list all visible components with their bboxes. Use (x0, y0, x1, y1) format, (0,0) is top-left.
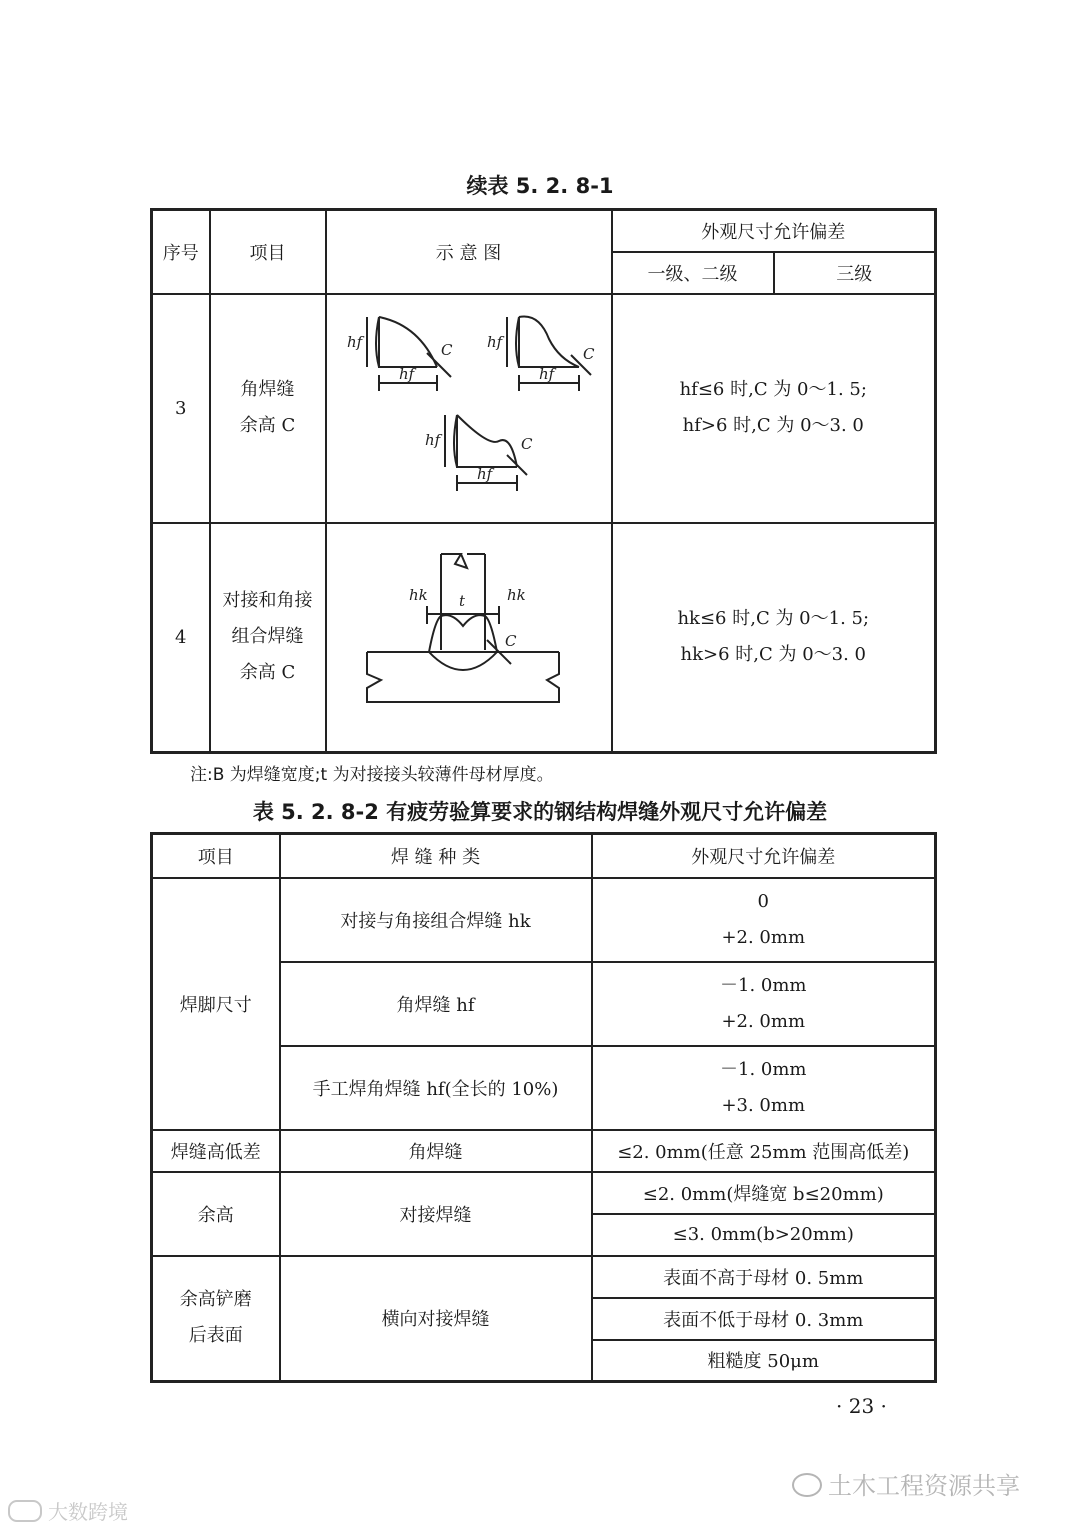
leg-type-2: 角焊缝 hf (280, 962, 592, 1046)
table-note: 注:B 为焊缝宽度;t 为对接接头较薄件母材厚度。 (190, 765, 554, 785)
t2-header-item: 项目 (152, 834, 280, 878)
leg-type-3: 手工焊角焊缝 hf(全长的 10%) (280, 1046, 592, 1130)
ground-tol-1: 表面不高于母材 0. 5mm (592, 1256, 936, 1298)
ground-tol-3: 粗糙度 50μm (592, 1340, 936, 1382)
table1-row-4 (152, 523, 936, 753)
label-hf-5: hf (424, 430, 440, 449)
reinforcement-label: 余高 (152, 1172, 280, 1256)
ground-label: 余高铲磨 后表面 (152, 1256, 280, 1382)
height-diff-tol: ≤2. 0mm(任意 25mm 范围高低差) (592, 1130, 936, 1172)
header-grade3: 三级 (774, 252, 936, 294)
table-row (152, 1130, 936, 1172)
label-c-2: C (582, 344, 594, 363)
leg-tol-1: 0 +2. 0mm (592, 878, 936, 962)
row4-tolerance: hk≤6 时,C 为 0～1. 5; hk>6 时,C 为 0～3. 0 (612, 523, 936, 753)
ground-tol-2: 表面不低于母材 0. 3mm (592, 1298, 936, 1340)
leg-size-label: 焊脚尺寸 (152, 878, 280, 1130)
reinforcement-tol-2: ≤3. 0mm(b>20mm) (592, 1214, 936, 1256)
watermark-right: 土木工程资源共享 (792, 1466, 1020, 1501)
row4-diagram (326, 523, 612, 753)
table1-caption: 续表 5. 2. 8-1 (466, 174, 614, 198)
height-diff-type: 角焊缝 (280, 1130, 592, 1172)
table-5-2-8-1 (150, 208, 937, 754)
table-row (152, 1256, 936, 1298)
reinforcement-tol-1: ≤2. 0mm(焊缝宽 b≤20mm) (592, 1172, 936, 1214)
label-c-4: C (504, 631, 516, 650)
table-row (152, 878, 936, 962)
row4-item: 对接和角接 组合焊缝 余高 C (210, 523, 326, 753)
label-hf-2: hf (398, 364, 414, 383)
label-hf-3: hf (486, 332, 502, 351)
label-c-3: C (520, 434, 532, 453)
table-5-2-8-2 (150, 832, 937, 1383)
header-tolerance: 外观尺寸允许偏差 (612, 210, 936, 252)
row3-diagram (326, 294, 612, 523)
header-grade12: 一级、二级 (612, 252, 774, 294)
page-number: · 23 · (836, 1394, 887, 1418)
label-t: t (458, 591, 465, 610)
butt-fillet-weld-diagram (327, 524, 613, 746)
label-hf-1: hf (346, 332, 362, 351)
label-c-1: C (440, 340, 452, 359)
row3-item: 角焊缝 余高 C (210, 294, 326, 523)
height-diff-label: 焊缝高低差 (152, 1130, 280, 1172)
reinforcement-type: 对接焊缝 (280, 1172, 592, 1256)
t2-header-type: 焊 缝 种 类 (280, 834, 592, 878)
row3-tolerance: hf≤6 时,C 为 0～1. 5; hf>6 时,C 为 0～3. 0 (612, 294, 936, 523)
label-hk-2: hk (506, 585, 526, 604)
logo-icon (8, 1500, 42, 1522)
row4-no: 4 (152, 523, 210, 753)
leg-tol-2: －1. 0mm +2. 0mm (592, 962, 936, 1046)
table-row (152, 1172, 936, 1214)
table2-caption: 表 5. 2. 8-2 有疲劳验算要求的钢结构焊缝外观尺寸允许偏差 (252, 800, 828, 824)
header-item: 项目 (210, 210, 326, 294)
table1-row-3 (152, 294, 936, 523)
watermark-left: 大数跨境 (8, 1496, 128, 1525)
wechat-icon (792, 1473, 822, 1497)
ground-type: 横向对接焊缝 (280, 1256, 592, 1382)
label-hk-1: hk (408, 585, 428, 604)
label-hf-4: hf (538, 364, 554, 383)
leg-type-1: 对接与角接组合焊缝 hk (280, 878, 592, 962)
header-diagram: 示 意 图 (326, 210, 612, 294)
row3-no: 3 (152, 294, 210, 523)
fillet-weld-diagram (327, 295, 613, 517)
leg-tol-3: －1. 0mm +3. 0mm (592, 1046, 936, 1130)
t2-header-tolerance: 外观尺寸允许偏差 (592, 834, 936, 878)
label-hf-6: hf (476, 464, 492, 483)
header-serial: 序号 (152, 210, 210, 294)
